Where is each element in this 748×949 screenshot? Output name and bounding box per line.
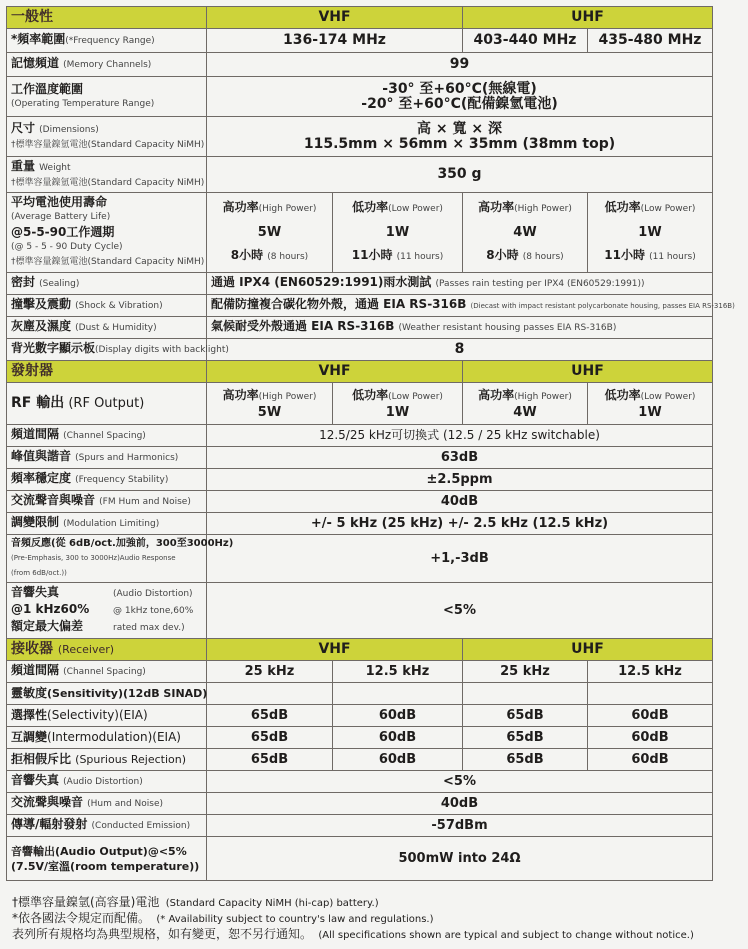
row-value: 63dB (207, 447, 713, 469)
row-value: 350 g (207, 157, 713, 193)
spec-row-rf-output (7, 383, 713, 425)
spec-row-tx-spacing (7, 425, 713, 447)
empty-cell (463, 683, 588, 705)
uhf-12-5: 12.5 kHz (588, 661, 713, 683)
general-header (7, 7, 713, 29)
row-label: 記憶頻道 (Memory Channels) (7, 53, 207, 77)
footnote-battery: †標準容量鎳氫(高容量)電池 (Standard Capacity NiMH (hi-cap) battery.) (12, 895, 379, 909)
row-value: 99 (207, 53, 713, 77)
vhf-header: VHF (207, 361, 463, 383)
vhf-25: 25 kHz (207, 661, 333, 683)
row-label: 音頻反應(從 6dB/oct.加強前，300至3000Hz) (Pre-Emphasis, 300 to 3000Hz)Audio Response (from 6dB/oct.)) (7, 535, 207, 583)
vhf-value-1: 65dB (207, 727, 333, 749)
vhf-header: VHF (207, 639, 463, 661)
vhf-low: 低功率(Low Power) 1W (333, 383, 463, 425)
receiver-header (7, 639, 713, 661)
row-label: 密封 (Sealing) (7, 273, 207, 295)
vhf-12-5: 12.5 kHz (333, 661, 463, 683)
vhf-value-2: 60dB (333, 749, 463, 771)
spec-row-intermodulation (7, 727, 713, 749)
row-label: 平均電池使用壽命 (Average Battery Life) @5-5-90工作週期 (@ 5 - 5 - 90 Duty Cycle) †標準容量鎳氫電池(Standard Capacity NiMH) (7, 193, 207, 273)
uhf-header: UHF (463, 361, 713, 383)
vhf-value: 136-174 MHz (207, 29, 463, 53)
row-value: +1,-3dB (207, 535, 713, 583)
footnotes (12, 895, 748, 943)
row-label: 頻率穩定度 (Frequency Stability) (7, 469, 207, 491)
spec-row-fm-hum (7, 491, 713, 513)
row-label: 調變限制 (Modulation Limiting) (7, 513, 207, 535)
row-label: 重量 Weight †標準容量鎳氫電池(Standard Capacity NiMH) (7, 157, 207, 193)
row-value: ±2.5ppm (207, 469, 713, 491)
section-title: 接收器 (Receiver) (7, 639, 207, 661)
row-value: <5% (207, 771, 713, 793)
uhf-header: UHF (463, 639, 713, 661)
spec-row-dust (7, 317, 713, 339)
spec-row-spurious (7, 749, 713, 771)
spec-table (6, 6, 735, 881)
spec-row-battery-life (7, 193, 713, 273)
row-value: 40dB (207, 793, 713, 815)
row-label: 灰塵及濕度 (Dust & Humidity) (7, 317, 207, 339)
spec-row-memory (7, 53, 713, 77)
row-value: <5% (207, 583, 713, 639)
row-value: 配備防撞複合碳化物外殼，通過 EIA RS-316B (Diecast with impact resistant polycarbonate housing, passes EIA RS-316B) (207, 295, 713, 317)
uhf-low: 低功率(Low Power) 1W (588, 383, 713, 425)
vhf-value-2: 60dB (333, 727, 463, 749)
row-label: 選擇性(Selectivity)(EIA) (7, 705, 207, 727)
spec-row-sensitivity (7, 683, 713, 705)
vhf-high: 高功率(High Power) 5W (207, 383, 333, 425)
row-value: 通過 IPX4 (EN60529:1991)雨水測試 (Passes rain testing per IPX4 (EN60529:1991)) (207, 273, 713, 295)
row-label: 頻道間隔 (Channel Spacing) (7, 661, 207, 683)
row-label: RF 輸出 (RF Output) (7, 383, 207, 425)
spec-row-rx-hum (7, 793, 713, 815)
row-value: 8 (207, 339, 713, 361)
row-value: 12.5/25 kHz可切換式 (12.5 / 25 kHz switchable) (207, 425, 713, 447)
vhf-value-1: 65dB (207, 705, 333, 727)
spec-row-frequency (7, 29, 713, 53)
spec-row-temperature (7, 77, 713, 117)
footnote-availability: *依各國法令規定而配備。 (* Availability subject to country's law and regulations.) (12, 911, 434, 925)
uhf-value-1: 65dB (463, 727, 588, 749)
spec-row-tx-distortion (7, 583, 713, 639)
row-label: 撞擊及震動 (Shock & Vibration) (7, 295, 207, 317)
row-value: -30° 至+60°C(無線電) -20° 至+60°C(配備鎳氫電池) (207, 77, 713, 117)
row-label: 拒相假斥比 (Spurious Rejection) (7, 749, 207, 771)
row-label: 工作溫度範圍 (Operating Temperature Range) (7, 77, 207, 117)
uhf-value-1: 65dB (463, 749, 588, 771)
vhf-low-power: 低功率(Low Power) 1W 11小時 (11 hours) (333, 193, 463, 273)
empty-cell (207, 683, 333, 705)
spec-row-dimensions (7, 117, 713, 157)
row-value: +/- 5 kHz (25 kHz) +/- 2.5 kHz (12.5 kHz) (207, 513, 713, 535)
empty-cell (588, 683, 713, 705)
vhf-value-2: 60dB (333, 705, 463, 727)
uhf-value-1: 403-440 MHz (463, 29, 588, 53)
uhf-value-1: 65dB (463, 705, 588, 727)
vhf-value-1: 65dB (207, 749, 333, 771)
row-label: 交流聲音與噪音 (FM Hum and Noise) (7, 491, 207, 513)
spec-row-display (7, 339, 713, 361)
spec-row-shock (7, 295, 713, 317)
row-value: 500mW into 24Ω (207, 837, 713, 881)
uhf-value-2: 60dB (588, 705, 713, 727)
spec-sheet (6, 6, 735, 881)
section-title: 發射器 (7, 361, 207, 383)
uhf-low-power: 低功率(Low Power) 1W 11小時 (11 hours) (588, 193, 713, 273)
row-label: 音響失真 (Audio Distortion) (7, 771, 207, 793)
transmitter-header (7, 361, 713, 383)
uhf-25: 25 kHz (463, 661, 588, 683)
row-label: 靈敏度(Sensitivity)(12dB SINAD) (7, 683, 207, 705)
row-label: 音響失真 (Audio Distortion) @1 kHz60% @ 1kHz tone,60% 額定最大偏差 rated max dev.) (7, 583, 207, 639)
spec-row-sealing (7, 273, 713, 295)
spec-row-modulation (7, 513, 713, 535)
spec-row-conducted (7, 815, 713, 837)
spec-row-rx-spacing (7, 661, 713, 683)
row-value: -57dBm (207, 815, 713, 837)
row-label: 峰值與諧音 (Spurs and Harmonics) (7, 447, 207, 469)
row-value: 氣候耐受外殼通過 EIA RS-316B (Weather resistant housing passes EIA RS-316B) (207, 317, 713, 339)
row-label: *頻率範圍(*Frequency Range) (7, 29, 207, 53)
footnote-specs: 表列所有規格均為典型規格，如有變更，恕不另行通知。 (All specifications shown are typical and subject to change without notice.) (12, 927, 694, 941)
uhf-high-power: 高功率(High Power) 4W 8小時 (8 hours) (463, 193, 588, 273)
spec-row-audio-response (7, 535, 713, 583)
uhf-value-2: 435-480 MHz (588, 29, 713, 53)
uhf-header: UHF (463, 7, 713, 29)
uhf-value-2: 60dB (588, 727, 713, 749)
row-label: 尺寸 (Dimensions) †標準容量鎳氫電池(Standard Capacity NiMH) (7, 117, 207, 157)
spec-row-stability (7, 469, 713, 491)
spec-row-weight (7, 157, 713, 193)
uhf-value-2: 60dB (588, 749, 713, 771)
vhf-high-power: 高功率(High Power) 5W 8小時 (8 hours) (207, 193, 333, 273)
spec-row-spurs (7, 447, 713, 469)
row-label: 傳導/輻射發射 (Conducted Emission) (7, 815, 207, 837)
row-value: 40dB (207, 491, 713, 513)
spec-row-audio-output (7, 837, 713, 881)
row-label: 互調變(Intermodulation)(EIA) (7, 727, 207, 749)
spec-row-rx-distortion (7, 771, 713, 793)
row-label: 背光數字顯示板(Display digits with backlight) (7, 339, 207, 361)
row-value: 高 × 寬 × 深 115.5mm × 56mm × 35mm (38mm top) (207, 117, 713, 157)
row-label: 交流聲與噪音 (Hum and Noise) (7, 793, 207, 815)
row-label: 頻道間隔 (Channel Spacing) (7, 425, 207, 447)
spec-row-selectivity (7, 705, 713, 727)
uhf-high: 高功率(High Power) 4W (463, 383, 588, 425)
vhf-header: VHF (207, 7, 463, 29)
row-label: 音響輸出(Audio Output)@<5% (7.5V/室溫(room temperature)) (7, 837, 207, 881)
empty-cell (333, 683, 463, 705)
section-title: 一般性 (7, 7, 207, 29)
